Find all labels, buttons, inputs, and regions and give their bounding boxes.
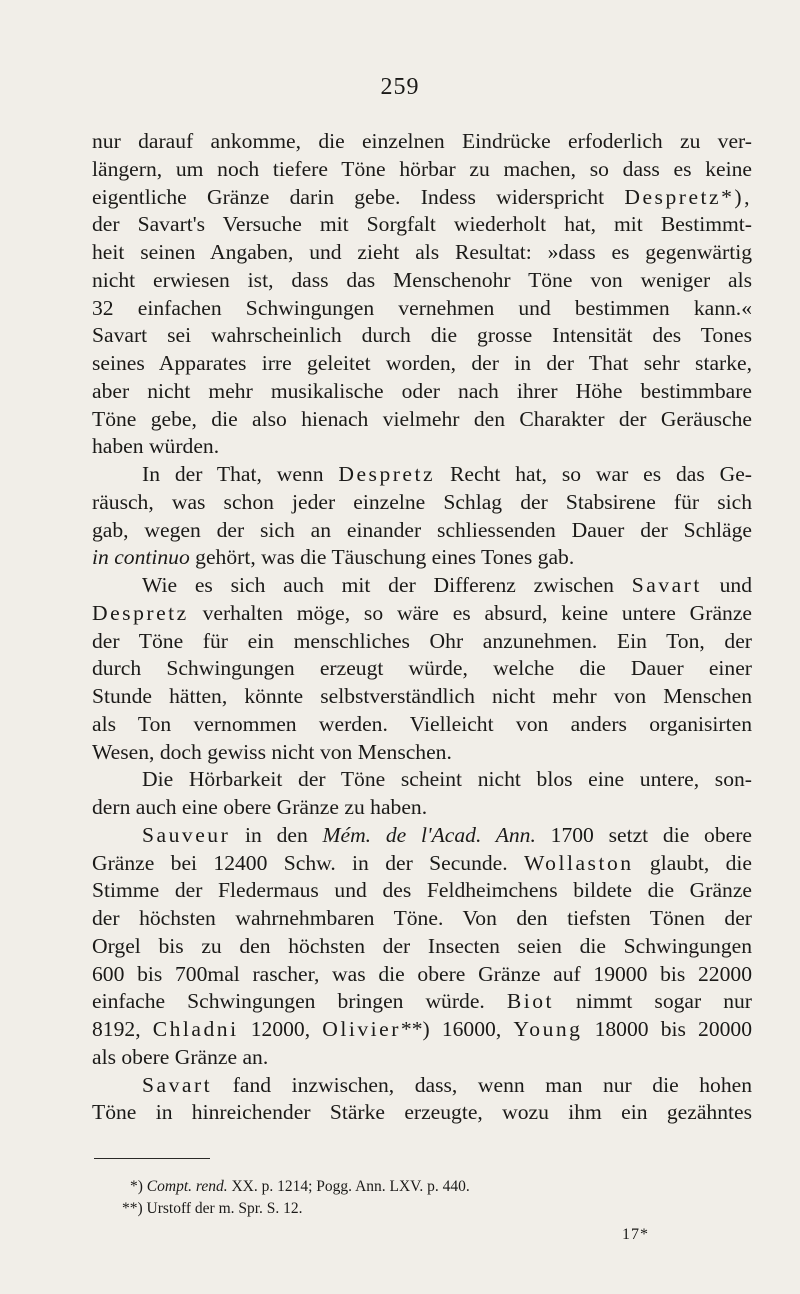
- author-name: Biot: [506, 989, 555, 1014]
- text-run: gehört, was die Täuschung eines Tones gab.: [189, 545, 575, 570]
- text-run: Wie es sich auch mit der Differenz zwischen: [142, 573, 632, 597]
- footnote-marker: *): [130, 1178, 147, 1195]
- text-line: [92, 1072, 752, 1100]
- text-run: und: [701, 573, 753, 597]
- text-line: Töne in hinreichender Stärke erzeugte, wozu ihm ein gezähntes: [92, 1100, 752, 1125]
- text-run: verhalten möge, so wäre es absurd, keine untere Gränze: [188, 600, 752, 625]
- footnote-divider: [94, 1158, 210, 1159]
- text-run: einfache Schwingungen bringen würde.: [92, 989, 507, 1014]
- text-line: als Ton vernommen werden. Vielleicht von anders organisirten: [92, 711, 752, 736]
- text-run: 8192,: [92, 1017, 153, 1041]
- text-run: 18000 bis 20000: [582, 1017, 753, 1041]
- text-run: In der That, wenn: [142, 462, 339, 486]
- text-line: [92, 184, 752, 212]
- text-line: seines Apparates irre geleitet worden, der in der That sehr starke,: [92, 351, 752, 375]
- publication-title: Mém. de l'Acad. Ann.: [322, 822, 536, 847]
- text-line: [92, 572, 752, 600]
- text-run: in den: [230, 822, 323, 847]
- signature-mark: 17*: [622, 1226, 649, 1243]
- text-run: 1700 setzt die obere: [535, 822, 752, 847]
- text-line: [92, 850, 752, 878]
- latin-phrase: in continuo: [92, 545, 190, 570]
- text-line: der Savart's Versuche mit Sorgfalt wiederholt hat, mit Bestimmt-: [92, 212, 752, 237]
- footnotes: [122, 1176, 470, 1220]
- text-line: der Töne für ein menschliches Ohr anzunehmen. Ein Ton, der: [92, 628, 752, 653]
- text-run: 12000,: [238, 1017, 323, 1041]
- text-line: nur darauf ankomme, die einzelnen Eindrücke erfoderlich zu ver-: [92, 129, 752, 153]
- text-line: räusch, was schon jeder einzelne Schlag der Stabsirene für sich: [92, 489, 752, 514]
- author-name: Savart: [142, 1072, 213, 1097]
- text-run: Gränze bei 12400 Schw. in der Secunde.: [92, 850, 525, 875]
- author-name: Despretz: [92, 600, 189, 625]
- text-line: [92, 600, 752, 628]
- footnote-text: XX. p. 1214; Pogg. Ann. LXV. p. 440.: [227, 1178, 470, 1195]
- author-name: Sauveur: [142, 822, 231, 847]
- footnote-title: Compt. rend.: [146, 1178, 228, 1195]
- text-line: längern, um noch tiefere Töne hörbar zu machen, so dass es keine: [92, 156, 752, 181]
- text-run: Recht hat, so war es das Ge-: [435, 462, 752, 486]
- text-line: nicht erwiesen ist, dass das Menschenohr Töne von weniger als: [92, 267, 752, 292]
- text-line: durch Schwingungen erzeugt würde, welche die Dauer einer: [92, 656, 752, 681]
- text-run: glaubt, die: [633, 850, 752, 875]
- text-line: Savart sei wahrscheinlich durch die grosse Intensität des Tones: [92, 323, 752, 348]
- text-run: **) 16000,: [400, 1017, 514, 1041]
- text-line: als obere Gränze an.: [92, 1044, 269, 1069]
- author-name: Wollaston: [524, 850, 634, 875]
- author-name: Chladni: [152, 1017, 239, 1041]
- text-line: [92, 1016, 752, 1044]
- text-line: Töne gebe, die also hienach vielmehr den Charakter der Geräusche: [92, 406, 752, 431]
- author-name: Savart: [631, 573, 702, 597]
- footnote-1: [130, 1176, 470, 1198]
- text-line: aber nicht mehr musikalische oder nach ihrer Höhe bestimmbare: [92, 378, 752, 403]
- text-line: [92, 461, 752, 489]
- text-line: der höchsten wahrnehmbaren Töne. Von den tiefsten Tönen der: [92, 906, 752, 930]
- text-line: [92, 822, 752, 850]
- page-number: 259: [380, 74, 420, 100]
- author-name: Young: [513, 1017, 583, 1041]
- text-line: Die Hörbarkeit der Töne scheint nicht blos eine untere, son-: [142, 767, 752, 792]
- text-line: Stunde hätten, könnte selbstverständlich nicht mehr von Menschen: [92, 684, 752, 708]
- text-line: heit seinen Angaben, und zieht als Resultat: »dass es gegenwärtig: [92, 240, 752, 264]
- text-run: nimmt sogar nur: [554, 989, 752, 1014]
- text-run: eigentliche Gränze darin gebe. Indess widerspricht: [92, 184, 625, 209]
- author-name: Olivier: [322, 1017, 401, 1041]
- text-line: gab, wegen der sich an einander schliessenden Dauer der Schläge: [92, 517, 752, 542]
- text-line: Orgel bis zu den höchsten der Insecten seien die Schwingungen: [92, 933, 752, 958]
- text-line: 32 einfachen Schwingungen vernehmen und bestimmen kann.«: [92, 295, 752, 320]
- text-line: Wesen, doch gewiss nicht von Menschen.: [92, 739, 452, 764]
- text-run: fand inzwischen, dass, wenn man nur die hohen: [212, 1072, 752, 1097]
- text-line: Stimme der Fledermaus und des Feldheimchens bildete die Gränze: [92, 878, 752, 903]
- text-line: [92, 544, 752, 572]
- body-text: [92, 128, 752, 1127]
- footnote-2: **) Urstoff der m. Spr. S. 12.: [122, 1200, 303, 1217]
- text-line: 600 bis 700mal rascher, was die obere Gränze auf 19000 bis 22000: [92, 961, 752, 986]
- text-line: haben würden.: [92, 434, 220, 459]
- text-line: [92, 988, 752, 1016]
- author-name: Despretz*),: [624, 184, 752, 209]
- text-line: dern auch eine obere Gränze zu haben.: [92, 795, 428, 819]
- author-name: Despretz: [338, 462, 436, 486]
